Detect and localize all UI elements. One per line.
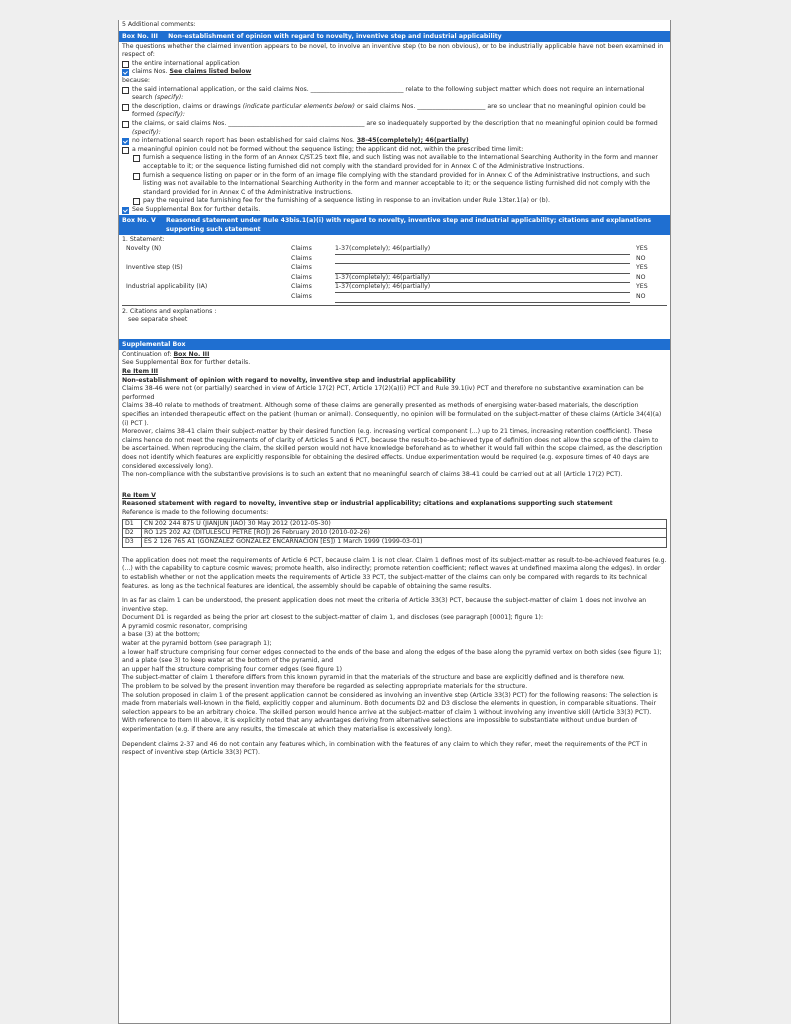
option-inadequate[interactable]: the claims, or said claims Nos. ____________________________________________ are so inadequately supported by the description that no meaningful opinion could be formed (specify): — [122, 120, 667, 137]
statement-heading: 1. Statement: — [122, 236, 165, 244]
checkbox-unchecked[interactable] — [122, 121, 129, 128]
re-item-3-paragraph: Claims 38-46 were not (or partially) searched in view of Article 17(2) PCT, Article 17(2)(a)(i) PCT and Rule 39.1(iv) PCT and therefore no substantive examination can be performed — [122, 385, 644, 401]
re-item-5-paragraph: The problem to be solved by the present invention may therefore be regarded as selecting appropriate materials for the structure. — [122, 683, 528, 691]
stmt-label — [126, 255, 291, 265]
stmt-claims: Claims — [291, 254, 312, 262]
checkbox-unchecked[interactable] — [133, 173, 140, 180]
sub-option-3[interactable]: pay the required late furnishing fee for the furnishing of a sequence listing in response to an invitation under Rule 13ter.1(a) or (b). — [122, 197, 667, 206]
re-item-5-heading: Re Item V — [122, 491, 156, 499]
stmt-claims: Claims — [291, 293, 312, 301]
box-5-number: Box No. V — [122, 217, 156, 225]
stmt-claims: Claims — [291, 264, 312, 272]
re-item-5-paragraph: Dependent claims 2-37 and 46 do not contain any features which, in combination with the features of any claim to which they refer, meet the requirements of the PCT in respect of inventive step (Article 33(3) PCT). — [122, 740, 648, 757]
re-item-5-paragraph: The application does not meet the requirements of Article 6 PCT, because claim 1 is not clear. Claim 1 defines most of its subject-matter as result-to-be-achieved features (e.g. (...) with the capability to capture cosmic waves; promote health, also indirectly; promote retention coefficient; reflect waves at undefined maxima along the edges). In order to establish whether or not the application meets the requirements of Article 33 PCT, the subject-matter of the claims can only be compared with regards to its technical features. as long as the technical features are identical, the assembly should be capable of obtaining the same results. — [122, 556, 667, 590]
stmt-verdict: NO — [636, 254, 646, 262]
re-item-5-title: Reasoned statement with regard to novelty, inventive step or industrial applicability; citations and explanations supporting such statement — [122, 500, 613, 508]
re-item-5-paragraph: In as far as claim 1 can be understood, the present application does not meet the criteria of Article 33(3) PCT, because the subject-matter of claim 1 does not involve an inventive step. — [122, 597, 647, 613]
stmt-label: Inventive step (IS) — [126, 264, 183, 272]
stmt-verdict: NO — [636, 293, 646, 301]
re-item-3-paragraph: The non-compliance with the substantive provisions is to such an extent that no meaningful search of claims 38-41 could be carried out at all (Article 17(2) PCT). — [122, 471, 623, 479]
box-5-title: Reasoned statement under Rule 43bis.1(a)(i) with regard to novelty, inventive step and industrial applicability; citations and explanations supporting such statement — [166, 217, 652, 234]
box-3-link[interactable]: Box No. III — [173, 350, 210, 358]
box-3-header — [119, 31, 670, 42]
checkbox-unchecked[interactable] — [133, 155, 140, 162]
re-item-5-paragraph: The solution proposed in claim 1 of the present application cannot be considered as involving an inventive step (Article 33(3) PCT) for the following reasons: The selection is made from materials well-known in the field, explicitly copper and aluminum. Both documents D2 and D3 disclose the elements in question, in comparable situations. Their selection appears to be an arbitrary choice. The skilled person would hence arrive at the subject-matter of claim 1 without involving any inventive skill (Article 33(3) PCT). — [122, 691, 658, 716]
re-item-3-paragraph: Moreover, claims 38-41 claim their subject-matter by their desired function (e.g. increasing vertical component (...) up to 21 times, increasing retention coefficient). These claims hence do not meet the requirements of of clarity of Articles 5 and 6 PCT, because the result-to-be-achieved type of definition does not allow the scope of the claim to be ascertained. When reproducing the claim, the skilled person would not have knowledge beforehand as to whether it would fall within the scope claimed, as the description does not identify which features are explicitly responsible for obtaining the desired effects. Undue experimentation would be required (e.g. exposure times of 40 days are considered excessively long). — [122, 428, 663, 470]
stmt-verdict: NO — [636, 273, 646, 281]
option-sequence-listing[interactable]: a meaningful opinion could not be formed without the sequence listing; the applicant did not, within the prescribed time limit: — [122, 146, 667, 155]
stmt-value — [335, 264, 630, 274]
stmt-verdict: YES — [636, 264, 648, 272]
stmt-label — [126, 293, 291, 303]
doc-citation: CN 202 244 875 U (JIANJUN JIAO) 30 May 2012 (2012-05-30) — [142, 519, 667, 528]
re-item-5-paragraph: With reference to Item III above, it is explicitly noted that any advantages deriving from alternative selections are impossible to substantiate without undue burden of experimentation (e.g. if there are any results, the timescale at which they materialise is excessively long). — [122, 717, 638, 733]
stmt-claims: Claims — [291, 273, 312, 281]
stmt-label: Novelty (N) — [126, 245, 162, 253]
divider — [122, 305, 667, 306]
re-item-5-paragraph: Document D1 is regarded as being the prior art closest to the subject-matter of claim 1, and discloses (see paragraph [0001]; figure 1): — [122, 614, 544, 622]
checkbox-checked[interactable] — [122, 207, 129, 214]
re-item-3-heading: Re Item III — [122, 368, 159, 375]
stmt-value — [335, 293, 630, 303]
stmt-value: 1-37(completely); 46(partially) — [335, 245, 630, 255]
option-entire-application[interactable]: the entire international application — [122, 60, 667, 69]
checkbox-unchecked[interactable] — [122, 87, 129, 94]
stmt-label: Industrial applicability (IA) — [126, 283, 208, 291]
feature-line: an upper half the structure comprising four corner edges (see figure 1) — [122, 665, 343, 673]
stmt-value — [335, 255, 630, 265]
stmt-value: 1-37(completely); 46(partially) — [335, 283, 630, 293]
feature-line: a lower half structure comprising four corner edges connected to the ends of the base and along the edges of the base along the pyramid vertex on both sides (see figure 1); and a plate (see 3) to keep water at the bottom of the pyramid, and — [122, 648, 662, 665]
table-row — [123, 528, 667, 537]
statement-table — [122, 245, 667, 303]
checkbox-checked[interactable] — [122, 138, 129, 145]
re-item-3-title: Non-establishment of opinion with regard to novelty, inventive step and industrial applicability — [122, 376, 456, 384]
stmt-value: 1-37(completely); 46(partially) — [335, 274, 630, 284]
option-supplemental[interactable]: See Supplemental Box for further details. — [122, 206, 667, 215]
continuation-line: Continuation of: Box No. III — [122, 350, 210, 358]
re-item-3-paragraph: Claims 38-40 relate to methods of treatment. Although some of these claims are generally presented as methods of energising water-based materials, the description specifies an intended therapeutic effect on the patient (human or animal). Consequently, no opinion will be formulated on the subject-matter of these claims (Article 34(4)(a)(i) PCT ). — [122, 402, 662, 427]
see-claims-link[interactable]: See claims listed below — [169, 68, 252, 76]
option-no-search-report[interactable]: no international search report has been established for said claims Nos. 38-45(completely); 46(partially) — [122, 137, 667, 146]
option-unclear[interactable]: the description, claims or drawings (indicate particular elements below) or said claims Nos. ______________________ are so unclear that no meaningful opinion could be formed (specify): — [122, 103, 667, 120]
table-row — [123, 519, 667, 528]
citations-heading: 2. Citations and explanations : — [122, 307, 217, 315]
checkbox-unchecked[interactable] — [122, 104, 129, 111]
sub-option-1[interactable]: furnish a sequence listing in the form of an Annex C/ST.25 text file, and such listing was not available to the International Searching Authority in the form and manner acceptable to it; or the sequence listing furnished did not comply with the standard provided for in Annex C of the Administrative Instructions. — [122, 154, 667, 171]
doc-id: D1 — [123, 519, 142, 528]
checkbox-unchecked[interactable] — [122, 61, 129, 68]
document-page — [118, 20, 671, 1024]
option-subject-matter[interactable]: the said international application, or the said claims Nos. ______________________________ relate to the following subject matter which does not require an international search (specify): — [122, 86, 667, 103]
supplemental-box-header — [119, 339, 670, 350]
sub-option-2[interactable]: furnish a sequence listing on paper or in the form of an image file complying with the standard provided for in Annex C of the Administrative Instructions, and such listing was not available to the International Searching Authority in the form and manner acceptable to it; or the sequence listing furnished did not comply with the standard provided for in Annex C of the Administrative Instructions. — [122, 172, 667, 198]
because-label: because: — [122, 76, 150, 84]
box-3-intro: The questions whether the claimed invention appears to be novel, to involve an inventive step (to be non obvious), or to be industrially applicable have not been examined in respect of: — [122, 42, 664, 59]
stmt-label — [126, 274, 291, 284]
doc-id: D3 — [123, 538, 142, 547]
stmt-claims: Claims — [291, 245, 312, 253]
stmt-claims: Claims — [291, 283, 312, 291]
box-3-title: Non-establishment of opinion with regard to novelty, inventive step and industrial applicability — [168, 32, 502, 40]
box-5-header — [119, 215, 670, 235]
checkbox-unchecked[interactable] — [122, 147, 129, 154]
feature-line: a base (3) at the bottom; — [122, 631, 200, 639]
additional-comments-line: 5 Additional comments: — [122, 21, 196, 28]
doc-id: D2 — [123, 528, 142, 537]
cited-documents-table — [122, 519, 667, 548]
documents-intro: Reference is made to the following documents: — [122, 508, 269, 516]
doc-citation: RO 125 202 A2 (DITULESCU PETRE [RO]) 26 February 2010 (2010-02-26) — [142, 528, 667, 537]
re-item-5-paragraph: The subject-matter of claim 1 therefore differs from this known pyramid in that the materials of the structure and base are explicitly defined and is therefore new. — [122, 674, 625, 682]
feature-line: water at the pyramid bottom (see paragraph 1); — [122, 640, 272, 648]
doc-citation: ES 2 126 765 A1 (GONZALEZ GONZALEZ ENCARNACION [ES]) 1 March 1999 (1999-03-01) — [142, 538, 667, 547]
stmt-verdict: YES — [636, 245, 648, 253]
checkbox-unchecked[interactable] — [133, 198, 140, 205]
stmt-verdict: YES — [636, 283, 648, 291]
box-3-number: Box No. III — [122, 32, 158, 40]
citations-text: see separate sheet — [128, 316, 188, 324]
option-claims-nos[interactable]: claims Nos. See claims listed below — [122, 68, 667, 77]
see-supplemental: See Supplemental Box for further details. — [122, 359, 251, 367]
checkbox-checked[interactable] — [122, 69, 129, 76]
feature-line: A pyramid cosmic resonator, comprising — [122, 622, 248, 630]
table-row — [123, 538, 667, 547]
supplemental-box-title: Supplemental Box — [122, 340, 186, 348]
